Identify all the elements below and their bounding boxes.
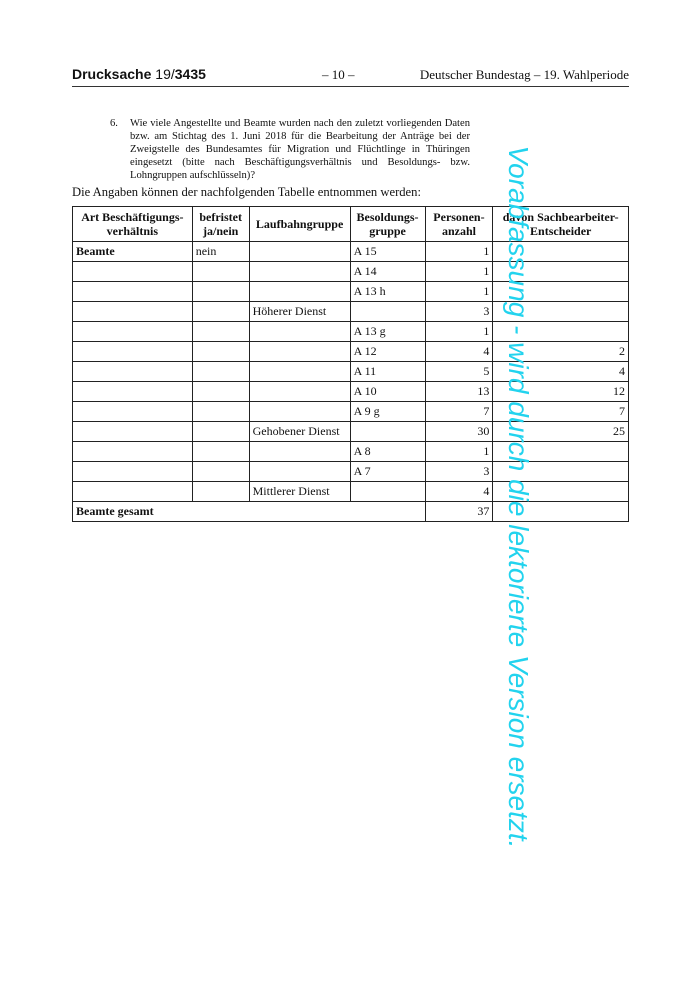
cell-temporary (192, 442, 249, 462)
table-row (73, 402, 629, 422)
cell-pay-grade: A 11 (350, 362, 425, 382)
cell-temporary (192, 422, 249, 442)
cell-career-group: Höherer Dienst (249, 302, 350, 322)
page-number: – 10 – (322, 67, 355, 82)
cell-person-count: 13 (425, 382, 493, 402)
cell-pay-grade: A 13 g (350, 322, 425, 342)
cell-employment-type (73, 262, 193, 282)
cell-employment-type (73, 362, 193, 382)
cell-person-count: 30 (425, 422, 493, 442)
cell-employment-type (73, 322, 193, 342)
table-total-row (73, 502, 629, 522)
question-text: Wie viele Angestellte und Beamte wurden nach den zuletzt vorliegenden Daten bzw. am Stichtag des 1. Juni 2018 für die Bearbeitung der Anträge bei der Zweigstelle des Bundesamtes für Migration und Flüchtlinge in Thüringen eingesetzt (bitte nach Beschäftigungsverhältnis und Besoldungs- bzw. Lohngruppen aufschlüsseln)? (130, 118, 470, 181)
cell-temporary (192, 302, 249, 322)
cell-temporary (192, 402, 249, 422)
cell-employment-type: Beamte (73, 242, 193, 262)
cell-career-group (249, 322, 350, 342)
cell-career-group (249, 342, 350, 362)
cell-career-group (249, 362, 350, 382)
cell-temporary (192, 382, 249, 402)
cell-temporary (192, 342, 249, 362)
table-row (73, 342, 629, 362)
cell-pay-grade: A 13 h (350, 282, 425, 302)
cell-deciders: 2 (493, 342, 629, 362)
draft-watermark: Vorabfassung - wird durch die lektorierte Version ersetzt. (503, 145, 534, 849)
cell-pay-grade: A 14 (350, 262, 425, 282)
cell-deciders: 7 (493, 402, 629, 422)
cell-career-group (249, 462, 350, 482)
header-pay-grade: Besoldungs- gruppe (350, 207, 425, 242)
cell-career-group (249, 242, 350, 262)
table-row (73, 362, 629, 382)
cell-temporary (192, 362, 249, 382)
cell-career-group (249, 262, 350, 282)
cell-person-count: 1 (425, 242, 493, 262)
table-row (73, 462, 629, 482)
cell-employment-type (73, 382, 193, 402)
document-number (72, 66, 206, 82)
cell-career-group (249, 402, 350, 422)
cell-employment-type (73, 342, 193, 362)
header-career-group: Laufbahngruppe (249, 207, 350, 242)
cell-temporary: nein (192, 242, 249, 262)
cell-pay-grade (350, 422, 425, 442)
cell-employment-type (73, 422, 193, 442)
cell-person-count: 3 (425, 302, 493, 322)
cell-career-group: Gehobener Dienst (249, 422, 350, 442)
cell-pay-grade (350, 482, 425, 502)
header-employment-type: Art Beschäftigungs- verhältnis (73, 207, 193, 242)
doc-number: 3435 (174, 66, 206, 82)
cell-person-count: 5 (425, 362, 493, 382)
cell-career-group (249, 442, 350, 462)
page-header (72, 66, 629, 87)
cell-career-group (249, 282, 350, 302)
cell-temporary (192, 462, 249, 482)
table-row (73, 282, 629, 302)
table-header-row (73, 207, 629, 242)
cell-temporary (192, 322, 249, 342)
doc-number-prefix: 19/ (155, 66, 175, 82)
table-row (73, 382, 629, 402)
cell-person-count: 4 (425, 342, 493, 362)
cell-temporary (192, 262, 249, 282)
intro-text: Die Angaben können der nachfolgenden Tabelle entnommen werden: (72, 185, 421, 199)
table-row (73, 242, 629, 262)
cell-employment-type (73, 402, 193, 422)
cell-person-count: 1 (425, 322, 493, 342)
cell-person-count: 1 (425, 442, 493, 462)
cell-pay-grade: A 12 (350, 342, 425, 362)
cell-temporary (192, 482, 249, 502)
total-person-count: 37 (425, 502, 493, 522)
cell-career-group: Mittlerer Dienst (249, 482, 350, 502)
cell-employment-type (73, 462, 193, 482)
total-label: Beamte gesamt (73, 502, 426, 522)
publisher: Deutscher Bundestag – 19. Wahlperiode (419, 67, 629, 82)
question-block (110, 117, 470, 182)
cell-deciders: 25 (493, 422, 629, 442)
cell-person-count: 4 (425, 482, 493, 502)
question-number: 6. (110, 118, 118, 129)
cell-employment-type (73, 442, 193, 462)
cell-pay-grade: A 8 (350, 442, 425, 462)
cell-employment-type (73, 302, 193, 322)
cell-person-count: 3 (425, 462, 493, 482)
header-temporary: befristet ja/nein (192, 207, 249, 242)
cell-pay-grade: A 15 (350, 242, 425, 262)
cell-person-count: 1 (425, 282, 493, 302)
cell-pay-grade: A 9 g (350, 402, 425, 422)
table-row (73, 422, 629, 442)
table-row (73, 262, 629, 282)
cell-person-count: 1 (425, 262, 493, 282)
cell-pay-grade: A 7 (350, 462, 425, 482)
doc-label: Drucksache (72, 66, 152, 82)
header-person-count: Personen- anzahl (425, 207, 493, 242)
cell-temporary (192, 282, 249, 302)
table-row (73, 302, 629, 322)
cell-person-count: 7 (425, 402, 493, 422)
cell-career-group (249, 382, 350, 402)
cell-employment-type (73, 482, 193, 502)
table-row (73, 442, 629, 462)
table-row (73, 482, 629, 502)
cell-pay-grade: A 10 (350, 382, 425, 402)
cell-deciders: 12 (493, 382, 629, 402)
cell-employment-type (73, 282, 193, 302)
staff-table (72, 206, 629, 522)
cell-deciders: 4 (493, 362, 629, 382)
cell-pay-grade (350, 302, 425, 322)
header-deciders: davon Sachbearbeiter- Entscheider (493, 207, 629, 242)
table-row (73, 322, 629, 342)
